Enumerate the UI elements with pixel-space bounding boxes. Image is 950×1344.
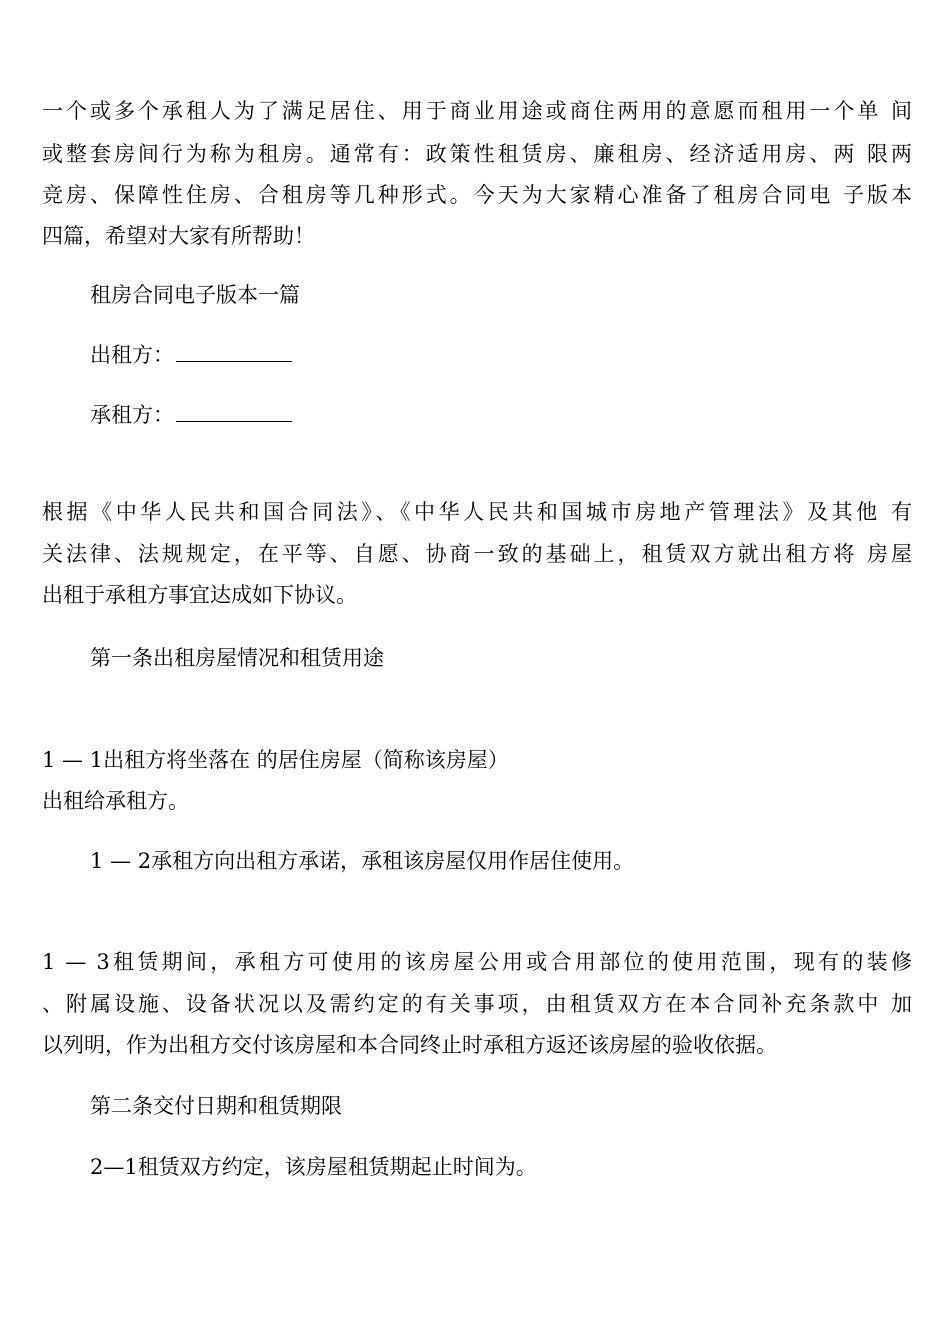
intro-line-4: 四篇，希望对大家有所帮助！ <box>42 224 315 248</box>
clause-1-1-line-2: 出租给承租方。 <box>42 789 189 813</box>
intro-line-2: 或整套房间行为称为租房。通常有：政策性租赁房、廉租房、经济适用房、两 限两 <box>42 142 912 166</box>
article-2-title: 第二条交付日期和租赁期限 <box>90 1094 342 1118</box>
clause-1-3-line-3: 以列明，作为出租方交付该房屋和本合同终止时承租方返还该房屋的验收依据。 <box>42 1033 777 1057</box>
lessor-blank <box>176 341 292 362</box>
clause-1-3-line-1: 1 — 3租赁期间，承租方可使用的该房屋公用或合用部位的使用范围，现有的装修 <box>42 950 912 974</box>
lessee-blank <box>176 401 292 422</box>
lessor-label: 出租方： <box>90 343 174 367</box>
basis-line-2: 关法律、法规规定，在平等、自愿、协商一致的基础上，租赁双方就出租方将 房屋 <box>42 542 912 566</box>
intro-line-1: 一个或多个承租人为了满足居住、用于商业用途或商住两用的意愿而租用一个单 间 <box>42 99 912 123</box>
lessor-row <box>90 340 910 370</box>
lessee-row <box>90 400 910 430</box>
clause-2-1: 2—1租赁双方约定，该房屋租赁期起止时间为。 <box>90 1155 537 1179</box>
article-1-title: 第一条出租房屋情况和租赁用途 <box>90 646 384 670</box>
lessee-label: 承租方： <box>90 403 174 427</box>
clause-1-3-line-2: 、附属设施、设备状况以及需约定的有关事项，由租赁双方在本合同补充条款中 加 <box>42 992 912 1016</box>
clause-1-2: 1 — 2承租方向出租方承诺，承租该房屋仅用作居住使用。 <box>90 849 635 873</box>
contract-title: 租房合同电子版本一篇 <box>90 283 300 307</box>
basis-line-3: 出租于承租方事宜达成如下协议。 <box>42 583 357 607</box>
basis-line-1: 根据《中华人民共和国合同法》、《中华人民共和国城市房地产管理法》及其他 有 <box>42 500 912 524</box>
intro-line-3: 竞房、保障性住房、合租房等几种形式。今天为大家精心准备了租房合同电 子版本 <box>42 183 912 207</box>
clause-1-1-line-1: 1 — 1出租方将坐落在 的居住房屋（简称该房屋） <box>42 748 509 772</box>
